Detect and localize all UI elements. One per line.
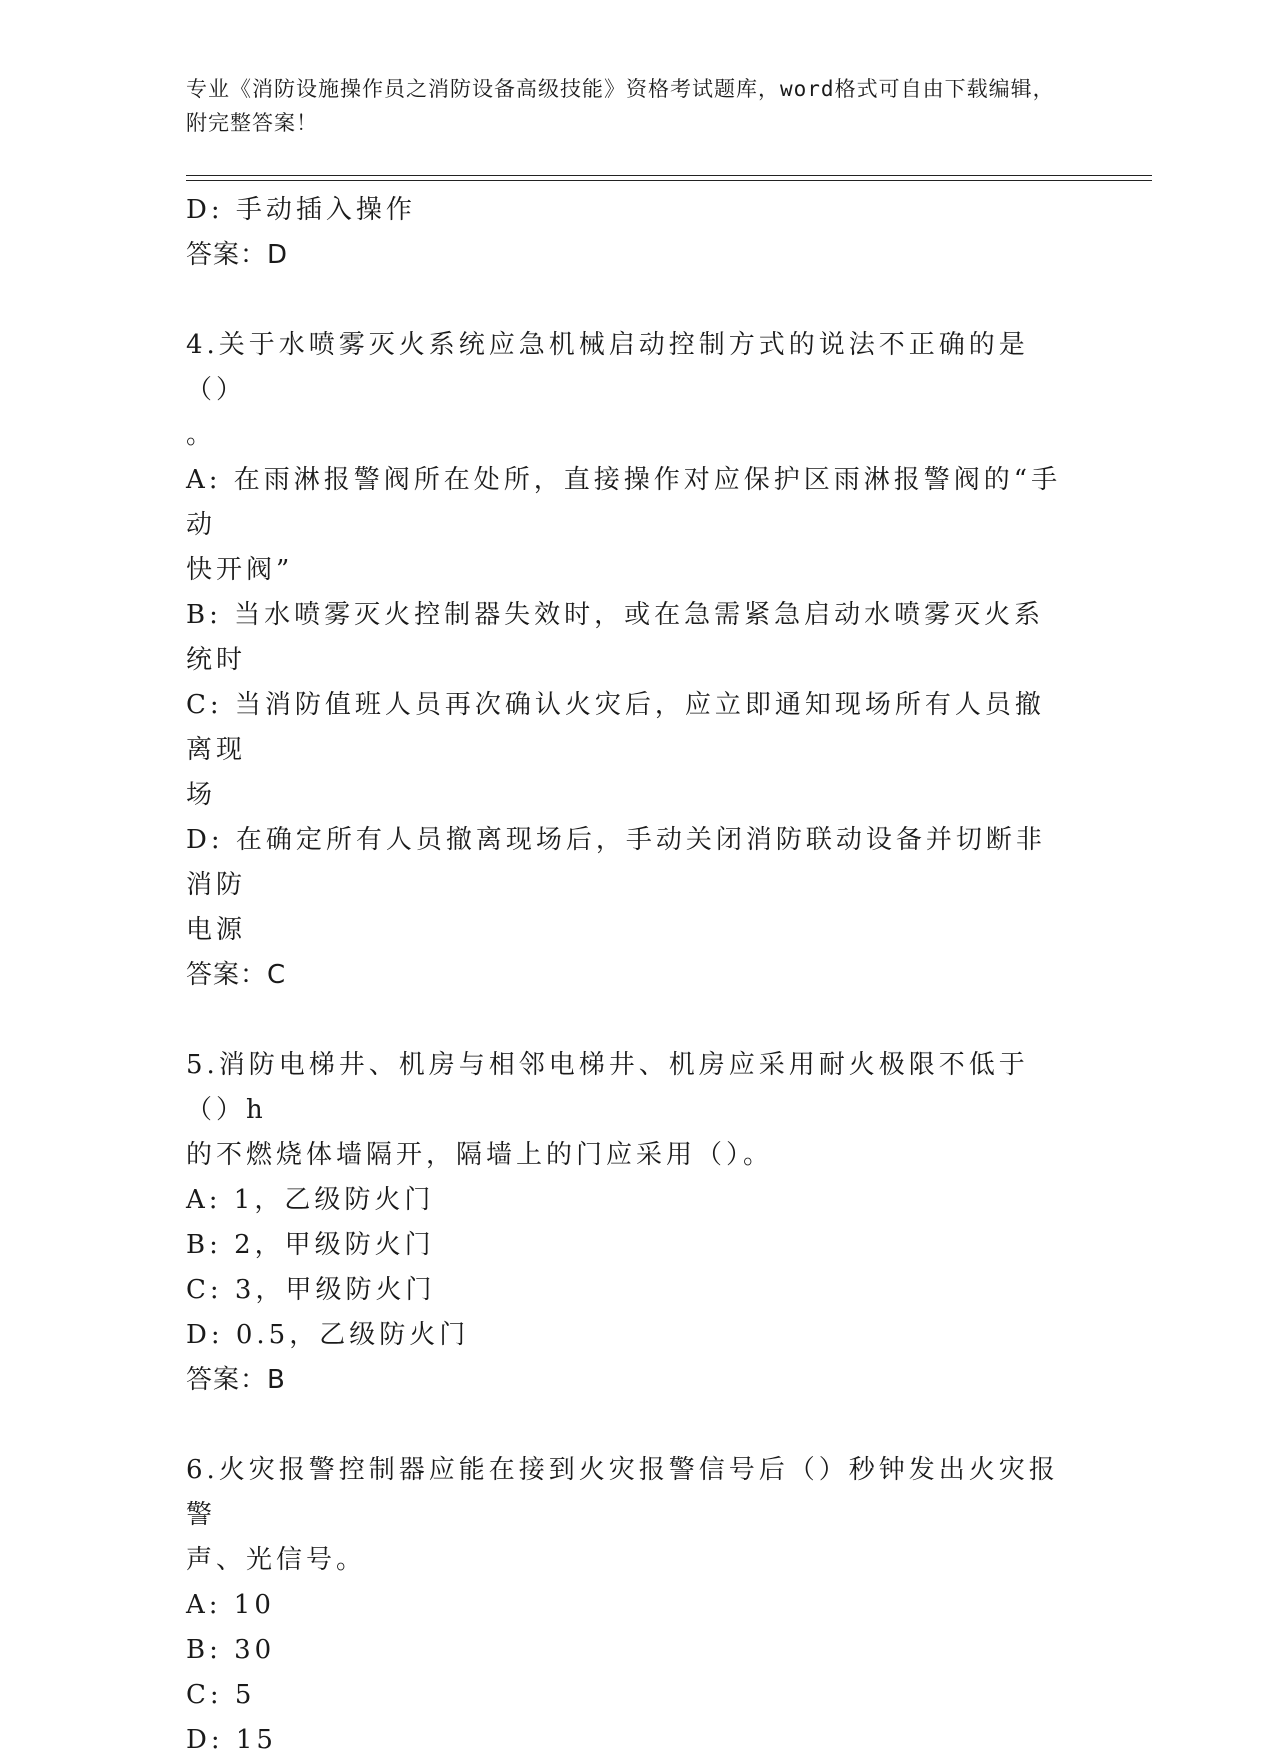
- question-stem: 6.火灾报警控制器应能在接到火灾报警信号后（）秒钟发出火灾报警: [186, 1455, 1059, 1530]
- option-a: A: 在雨淋报警阀所在处所，直接操作对应保护区雨淋报警阀的“手动: [186, 465, 1062, 540]
- option-b: B: 2，甲级防火门: [186, 1230, 435, 1260]
- question-stem-continued: 的不燃烧体墙隔开，隔墙上的门应采用（）。: [186, 1140, 774, 1170]
- header-divider-top: [186, 175, 1152, 176]
- question-content: [186, 188, 1066, 1763]
- question-6: [186, 1448, 1066, 1763]
- option-c: C: 当消防值班人员再次确认火灾后，应立即通知现场所有人员撤离现: [186, 690, 1045, 765]
- answer-label: 答案：D: [186, 240, 289, 270]
- option-d: D: 手动插入操作: [186, 195, 416, 225]
- question-stem: 4.关于水喷雾灭火系统应急机械启动控制方式的说法不正确的是（）: [186, 330, 1029, 405]
- option-c-continued: 场: [186, 780, 217, 810]
- spacer: [186, 1403, 1066, 1448]
- header-divider-bottom: [186, 180, 1152, 181]
- question-4: [186, 323, 1066, 998]
- spacer: [186, 998, 1066, 1043]
- option-c: C: 5: [186, 1680, 256, 1710]
- answer-label: 答案：C: [186, 960, 287, 990]
- question-stem-continued: 。: [186, 420, 217, 450]
- option-a-continued: 快开阀”: [186, 555, 294, 585]
- option-d: D: 15: [186, 1725, 277, 1755]
- option-d: D: 在确定所有人员撤离现场后，手动关闭消防联动设备并切断非消防: [186, 825, 1046, 900]
- option-b: B: 30: [186, 1635, 276, 1665]
- option-c: C: 3，甲级防火门: [186, 1275, 436, 1305]
- option-d: D: 0.5，乙级防火门: [186, 1320, 470, 1350]
- option-b: B: 当水喷雾灭火控制器失效时，或在急需紧急启动水喷雾灭火系统时: [186, 600, 1045, 675]
- document-header: 专业《消防设施操作员之消防设备高级技能》资格考试题库，word格式可自由下载编辑，附完整答案！: [186, 77, 1055, 135]
- question-5: [186, 1043, 1066, 1403]
- question-stem: 5.消防电梯井、机房与相邻电梯井、机房应采用耐火极限不低于（）h: [186, 1050, 1029, 1125]
- option-a: A: 10: [186, 1590, 275, 1620]
- answer-label: 答案：B: [186, 1365, 286, 1395]
- option-a: A: 1，乙级防火门: [186, 1185, 435, 1215]
- spacer: [186, 278, 1066, 323]
- option-d-continued: 电源: [186, 915, 247, 945]
- question-stem-continued: 声、光信号。: [186, 1545, 367, 1575]
